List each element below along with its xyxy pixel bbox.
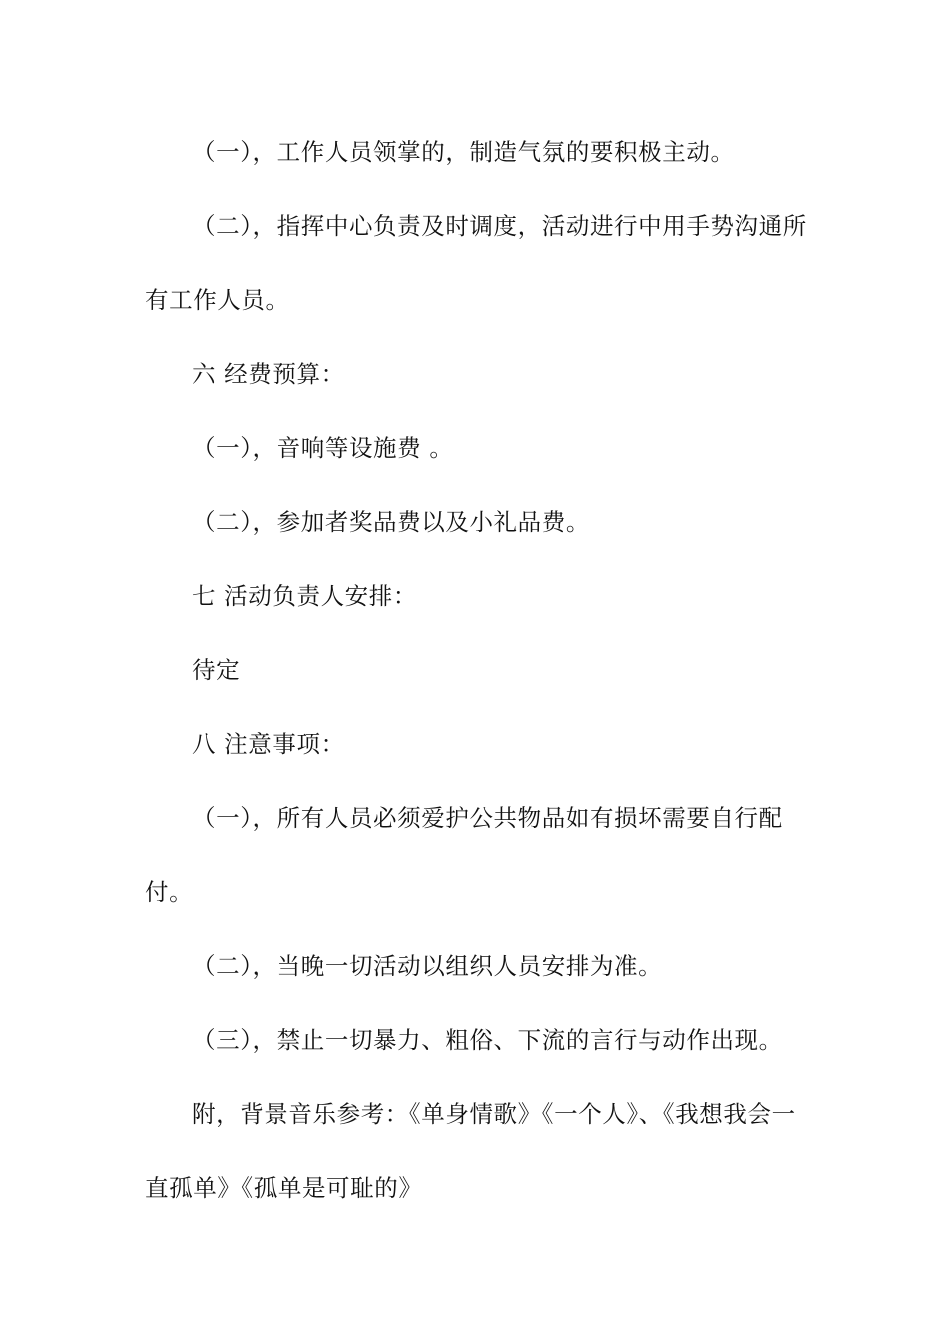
paragraph-tbd: 待定	[192, 656, 241, 684]
paragraph-audio-equipment-cost: （一），音响等设施费 。	[192, 434, 454, 462]
section-heading-person-in-charge: 七 活动负责人安排：	[192, 582, 417, 610]
paragraph-no-violence: （三），禁止一切暴力、粗俗、下流的言行与动作出现。	[192, 1026, 783, 1054]
paragraph-command-center: （二），指挥中心负责及时调度，活动进行中用手势沟通所有工作人员。	[145, 212, 807, 314]
section-heading-notes: 八 注意事项：	[192, 730, 345, 758]
paragraph-background-music: 附，背景音乐参考：《单身情歌》《一个人》、《我想我会一直孤单》《孤单是可耻的》	[145, 1100, 796, 1202]
section-heading-budget: 六 经费预算：	[192, 360, 345, 388]
paragraph-public-property: （一），所有人员必须爱护公共物品如有损坏需要自行配付。	[145, 804, 783, 906]
paragraph-follow-organizers: （二），当晚一切活动以组织人员安排为准。	[192, 952, 663, 980]
paragraph-prize-cost: （二），参加者奖品费以及小礼品费。	[192, 508, 590, 536]
paragraph-staff-atmosphere: （一），工作人员领掌的，制造气氛的要积极主动。	[192, 138, 735, 166]
